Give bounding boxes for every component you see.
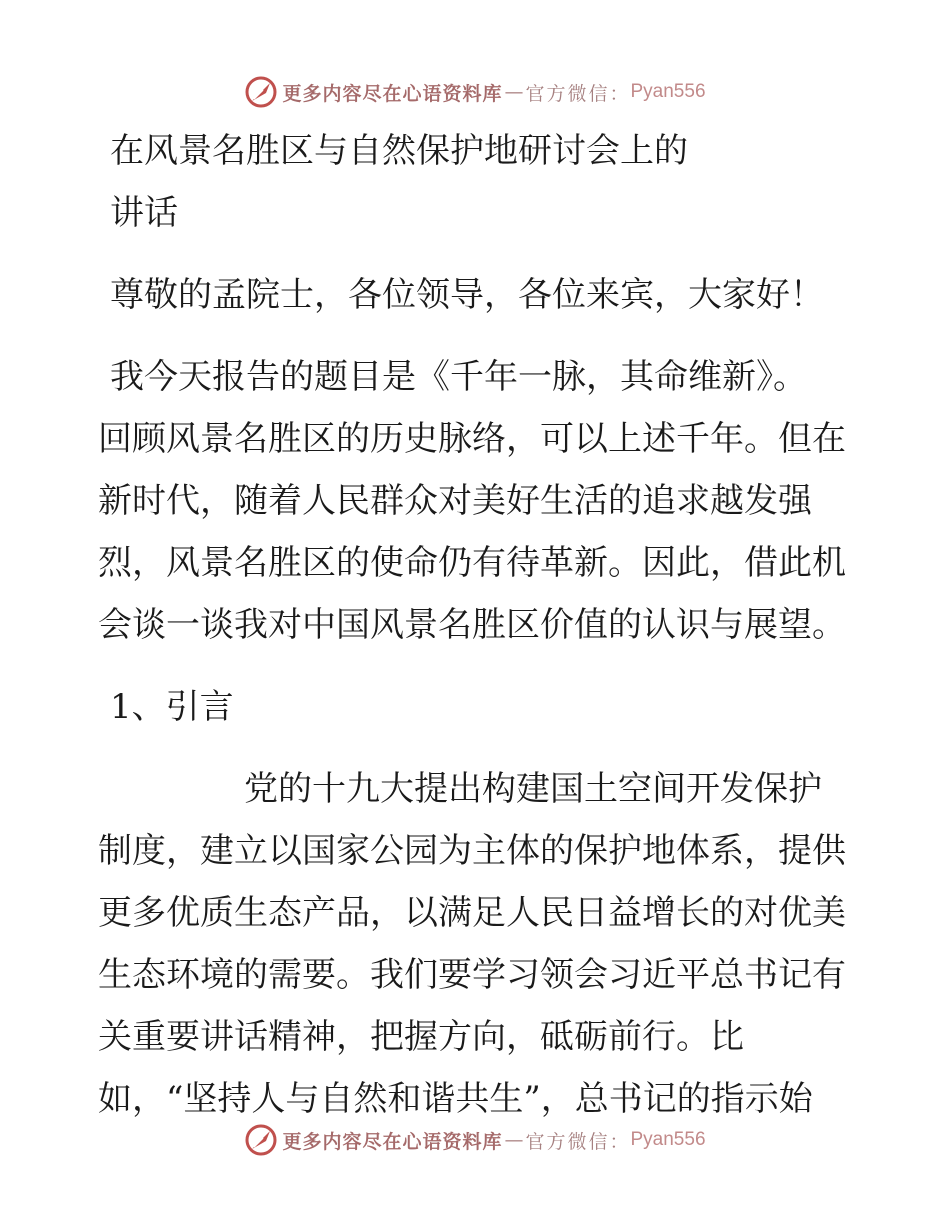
paragraph-1-line: 我今天报告的题目是《千年一脉，其命维新》。 [110,357,807,397]
watermark-dash: — [504,81,524,103]
watermark-dash: — [504,1129,524,1151]
paragraph-2-line: 更多优质生态产品，以满足人民日益增长的对优美 [98,893,846,933]
greeting: 尊敬的孟院士，各位领导，各位来宾，大家好！ [110,275,824,315]
watermark-site-text: 更多内容尽在心语资料库 [282,82,503,105]
watermark-wechat-id: Pyan556 [630,1129,706,1150]
watermark-wechat-label: 官方微信： [525,1130,631,1153]
paragraph-2-line: 如，“坚持人与自然和谐共生”，总书记的指示始 [98,1079,813,1119]
quill-logo-icon [244,75,278,109]
watermark-wechat-id: Pyan556 [630,81,706,102]
document-title-line-1: 在风景名胜区与自然保护地研讨会上的 [110,131,688,171]
paragraph-2-line: 生态环境的需要。我们要学习领会习近平总书记有 [98,955,846,995]
paragraph-1-line: 回顾风景名胜区的历史脉络，可以上述千年。但在 [98,419,846,459]
section-1-heading: 1、引言 [110,687,234,727]
quill-logo-icon [244,1123,278,1157]
paragraph-2-line: 制度，建立以国家公园为主体的保护地体系，提供 [98,831,846,871]
paragraph-1-line: 会谈一谈我对中国风景名胜区价值的认识与展望。 [98,605,846,645]
footer-watermark [0,1118,950,1162]
paragraph-1-line: 烈，风景名胜区的使命仍有待革新。因此，借此机 [98,543,846,583]
document-title-line-2: 讲话 [110,193,178,233]
header-watermark [0,70,950,114]
paragraph-1-line: 新时代，随着人民群众对美好生活的追求越发强 [98,481,812,521]
document-body [98,120,858,1130]
watermark-wechat-label: 官方微信： [525,82,631,105]
watermark-site-text: 更多内容尽在心语资料库 [282,1130,503,1153]
paragraph-2-line: 关重要讲话精神，把握方向，砥砺前行。比 [98,1017,744,1057]
paragraph-2-line: 党的十九大提出构建国土空间开发保护 [244,769,822,809]
